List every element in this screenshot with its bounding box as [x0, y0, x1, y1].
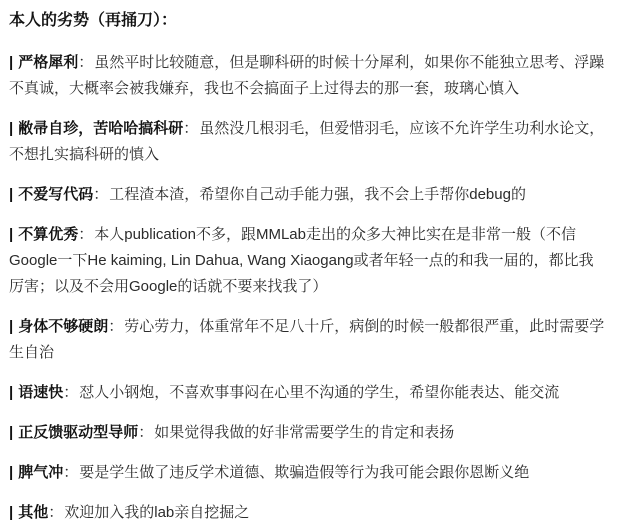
item-label: 身体不够硬朗 — [18, 318, 109, 335]
list-item — [9, 50, 608, 102]
item-text: 工程渣本渣，希望你自己动手能力强，我不会上手帮你debug的 — [109, 186, 526, 203]
item-label: 其他 — [18, 504, 49, 521]
item-label: 语速快 — [18, 384, 64, 401]
item-label: 不爱写代码 — [18, 186, 94, 203]
item-label: 不算优秀 — [18, 226, 79, 243]
item-colon: ： — [78, 226, 94, 243]
item-marker: | — [9, 464, 14, 481]
list-item — [9, 460, 608, 486]
item-colon: ： — [93, 186, 109, 203]
list-item — [9, 182, 608, 208]
item-text: 欢迎加入我的lab亲自挖掘之 — [64, 504, 250, 521]
item-text: 要是学生做了违反学术道德、欺骗造假等行为我可能会跟你恩断义绝 — [79, 464, 530, 481]
list-item — [9, 314, 608, 366]
item-marker: | — [9, 120, 14, 137]
list-item — [9, 380, 608, 406]
item-marker: | — [9, 424, 14, 441]
list-item — [9, 222, 608, 300]
item-colon: ： — [138, 424, 154, 441]
item-colon: ： — [63, 384, 79, 401]
item-colon: ： — [48, 504, 64, 521]
list-item — [9, 420, 608, 446]
list-item — [9, 116, 608, 168]
list-item — [9, 500, 608, 526]
item-label: 正反馈驱动型导师 — [18, 424, 139, 441]
item-marker: | — [9, 504, 14, 521]
item-marker: | — [9, 384, 14, 401]
item-colon: ： — [63, 464, 79, 481]
item-marker: | — [9, 318, 14, 335]
item-text: 劳心劳力，体重常年不足八十斤，病倒的时候一般都很严重，此时需要学生自治 — [9, 318, 605, 361]
item-label: 脾气冲 — [18, 464, 64, 481]
item-colon: ： — [78, 54, 94, 71]
item-marker: | — [9, 186, 14, 203]
item-text: 如果觉得我做的好非常需要学生的肯定和表扬 — [154, 424, 455, 441]
item-marker: | — [9, 226, 14, 243]
item-text: 本人publication不多，跟MMLab走出的众多大神比实在是非常一般（不信Google一下He kaiming, Lin Dahua, Wang Xiaogang或者年轻一点的和我一届的，都比我厉害；以及不会用Google的话就不要来找我了） — [9, 226, 594, 295]
item-label: 严格犀利 — [18, 54, 79, 71]
item-colon: ： — [183, 120, 199, 137]
item-marker: | — [9, 54, 14, 71]
item-text: 虽然没几根羽毛，但爱惜羽毛，应该不允许学生功利水论文，不想扎实搞科研的慎入 — [9, 120, 605, 163]
item-text: 虽然平时比较随意，但是聊科研的时候十分犀利，如果你不能独立思考、浮躁不真诚，大概率会被我嫌弃，我也不会搞面子上过得去的那一套，玻璃心慎入 — [9, 54, 605, 97]
item-label: 敝帚自珍，苦哈哈搞科研 — [18, 120, 184, 137]
item-text: 怼人小钢炮，不喜欢事事闷在心里不沟通的学生，希望你能表达、能交流 — [79, 384, 560, 401]
page-title: 本人的劣势（再捅刀）： — [9, 12, 178, 29]
item-colon: ： — [108, 318, 124, 335]
